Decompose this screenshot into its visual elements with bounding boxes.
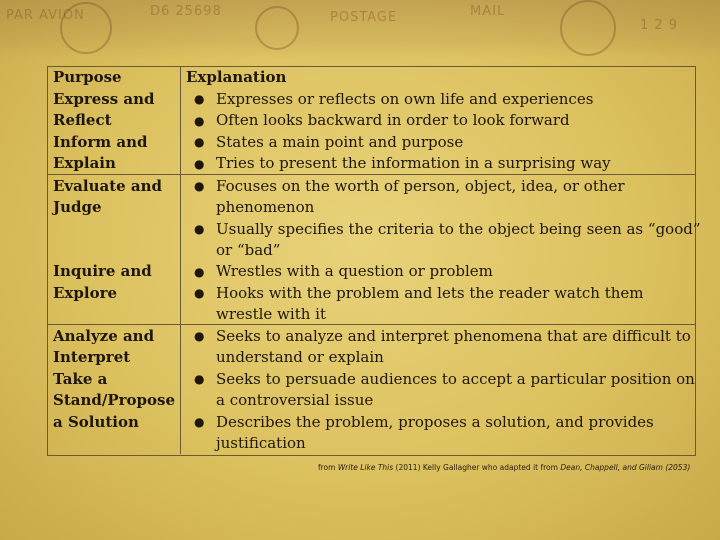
citation-source: Dean, Chappell, and Giliam (2053) xyxy=(560,463,691,472)
postmark-text: PAR AVION xyxy=(6,8,85,23)
postmark-circle xyxy=(255,6,299,50)
explanation-item: Describes the problem, proposes a solution, and provides xyxy=(216,412,654,431)
bullet-icon: ● xyxy=(194,372,205,386)
bullet-icon: ● xyxy=(194,222,205,236)
purpose-express: Reflect xyxy=(53,111,112,129)
explanation-item: Hooks with the problem and lets the reader watch them xyxy=(216,283,644,302)
postmark-text: POSTAGE xyxy=(330,10,398,25)
explanation-item: Tries to present the information in a surprising way xyxy=(216,154,611,172)
bullet-icon: ● xyxy=(194,264,205,279)
postmark-text: D6 25698 xyxy=(150,4,222,19)
bullet-icon: ● xyxy=(194,286,205,300)
explanation-item-continued: understand or explain xyxy=(216,348,384,366)
postage-stamp-banner xyxy=(0,0,720,58)
bullet-icon: ● xyxy=(194,329,205,343)
postmark-circle xyxy=(560,0,616,56)
citation-middle: (2011) Kelly Gallagher who adapted it from xyxy=(393,463,561,472)
explanation-item: Seeks to persuade audiences to accept a particular position on xyxy=(216,369,695,388)
explanation-item: Focuses on the worth of person, object, idea, or other xyxy=(216,176,625,195)
explanation-item-continued: or “bad” xyxy=(216,241,281,259)
bullet-icon: ● xyxy=(194,156,205,171)
purpose-inquire: Inquire and xyxy=(53,262,152,280)
purpose-evaluate: Judge xyxy=(53,198,102,216)
citation-prefix: from xyxy=(318,463,338,472)
bullet-icon: ● xyxy=(194,179,205,193)
explanation-item: Expresses or reflects on own life and experiences xyxy=(216,89,594,108)
purpose-header: Purpose xyxy=(53,68,122,86)
postmark-text: 1 2 9 xyxy=(640,18,679,33)
explanation-item: Seeks to analyze and interpret phenomena that are difficult to xyxy=(216,326,691,345)
explanation-item-continued: phenomenon xyxy=(216,198,315,216)
citation-book-title: Write Like This xyxy=(337,463,394,472)
bullet-icon: ● xyxy=(194,415,205,429)
explanation-item-continued: a controversial issue xyxy=(216,391,374,409)
explanation-item: Usually specifies the criteria to the object being seen as “good” xyxy=(216,219,701,238)
bullet-icon: ● xyxy=(194,92,205,106)
explanation-item-continued: wrestle with it xyxy=(216,305,326,323)
purpose-inform: Explain xyxy=(53,154,116,172)
purpose-express: Express and xyxy=(53,89,155,108)
postmark-text: MAIL xyxy=(470,4,506,19)
explanation-item: Wrestles with a question or problem xyxy=(216,262,493,280)
explanation-item: Often looks backward in order to look forward xyxy=(216,111,570,129)
source-citation xyxy=(318,463,690,472)
bullet-icon: ● xyxy=(194,135,205,149)
explanation-item-continued: justification xyxy=(216,434,306,452)
purpose-evaluate: Evaluate and xyxy=(53,176,162,195)
bullet-icon: ● xyxy=(194,113,205,128)
explanation-header: Explanation xyxy=(186,68,287,86)
explanation-item: States a main point and purpose xyxy=(216,132,464,151)
purpose-stand: a Solution xyxy=(53,412,139,431)
purpose-inform: Inform and xyxy=(53,132,148,151)
purpose-analyze: Analyze and xyxy=(53,326,155,345)
purpose-analyze: Interpret xyxy=(53,348,131,366)
purpose-inquire: Explore xyxy=(53,283,118,302)
purpose-stand: Stand/Propose xyxy=(53,391,176,409)
purpose-stand: Take a xyxy=(53,369,108,388)
